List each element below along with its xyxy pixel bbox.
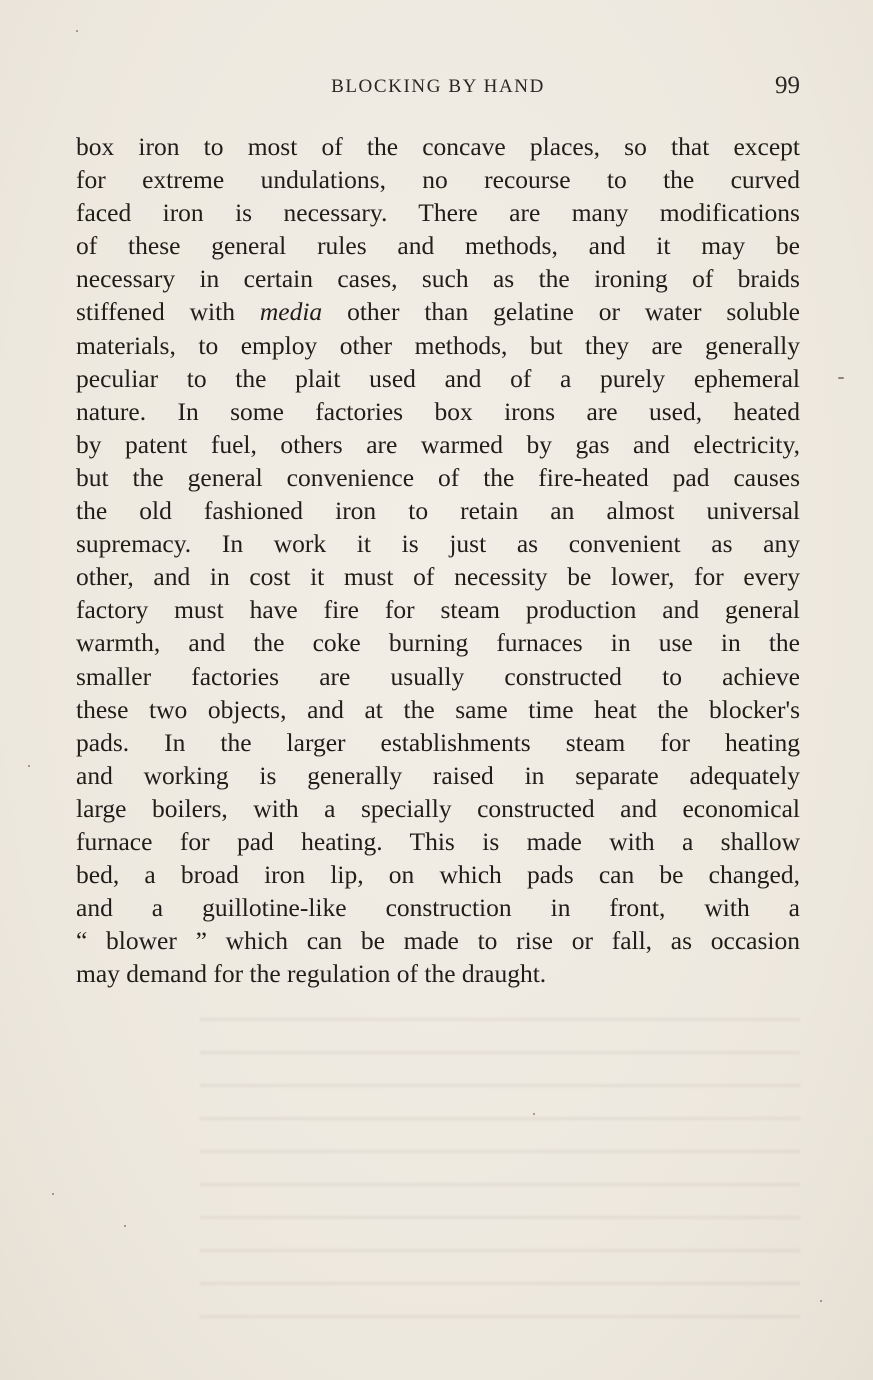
text-segment: stiffened with bbox=[76, 297, 260, 327]
text-line: warmth, and the coke burning furnaces in use in the bbox=[76, 628, 800, 658]
text-line: large boilers, with a specially constructed and economical bbox=[76, 793, 800, 823]
text-line: other, and in cost it must of necessity be lower, for every bbox=[76, 562, 800, 592]
text-line: factory must have fire for steam production and general bbox=[76, 595, 800, 625]
text-line: for extreme undulations, no recourse to the curved bbox=[76, 165, 800, 195]
paper-speck bbox=[52, 1193, 54, 1195]
text-line: the old fashioned iron to retain an almost universal bbox=[76, 496, 800, 526]
page-number: 99 bbox=[775, 72, 800, 99]
text-line: “ blower ” which can be made to rise or fall, as occasion bbox=[76, 926, 800, 956]
reverse-page-showthrough bbox=[200, 1000, 800, 1330]
text-line: faced iron is necessary. There are many modifications bbox=[76, 198, 800, 228]
text-line: but the general convenience of the fire-heated pad causes bbox=[76, 462, 800, 492]
paper-speck bbox=[28, 765, 30, 767]
running-head bbox=[76, 72, 800, 102]
text-line: pads. In the larger establishments steam for heating bbox=[76, 727, 800, 757]
text-line: nature. In some factories box irons are used, heated bbox=[76, 396, 800, 426]
text-line: and a guillotine-like construction in front, with a bbox=[76, 893, 800, 923]
text-line: necessary in certain cases, such as the ironing of braids bbox=[76, 264, 800, 294]
text-line: of these general rules and methods, and it may be bbox=[76, 231, 800, 261]
body-paragraph bbox=[76, 130, 800, 990]
paper-speck bbox=[124, 1225, 126, 1227]
text-line: materials, to employ other methods, but they are generally bbox=[76, 330, 800, 360]
text-line: supremacy. In work it is just as convenient as any bbox=[76, 529, 800, 559]
running-title: BLOCKING BY HAND bbox=[331, 76, 545, 97]
text-line-with-italic bbox=[76, 295, 800, 328]
paper-speck bbox=[838, 377, 844, 379]
text-line: furnace for pad heating. This is made with a shallow bbox=[76, 826, 800, 856]
text-segment: other than gelatine or water soluble bbox=[322, 297, 800, 327]
text-line: by patent fuel, others are warmed by gas and electricity, bbox=[76, 429, 800, 459]
paper-speck bbox=[533, 1113, 535, 1115]
text-line: smaller factories are usually constructed to achieve bbox=[76, 661, 800, 691]
paper-speck bbox=[76, 30, 78, 32]
text-line: these two objects, and at the same time heat the blocker's bbox=[76, 694, 800, 724]
paper-speck bbox=[820, 1300, 822, 1302]
text-line: box iron to most of the concave places, so that except bbox=[76, 132, 800, 161]
text-line: bed, a broad iron lip, on which pads can be changed, bbox=[76, 860, 800, 890]
italic-term: media bbox=[259, 297, 323, 327]
text-line: and working is generally raised in separate adequately bbox=[76, 760, 800, 790]
text-line: peculiar to the plait used and of a purely ephemeral bbox=[76, 363, 800, 393]
text-line: may demand for the regulation of the draught. bbox=[76, 959, 547, 989]
